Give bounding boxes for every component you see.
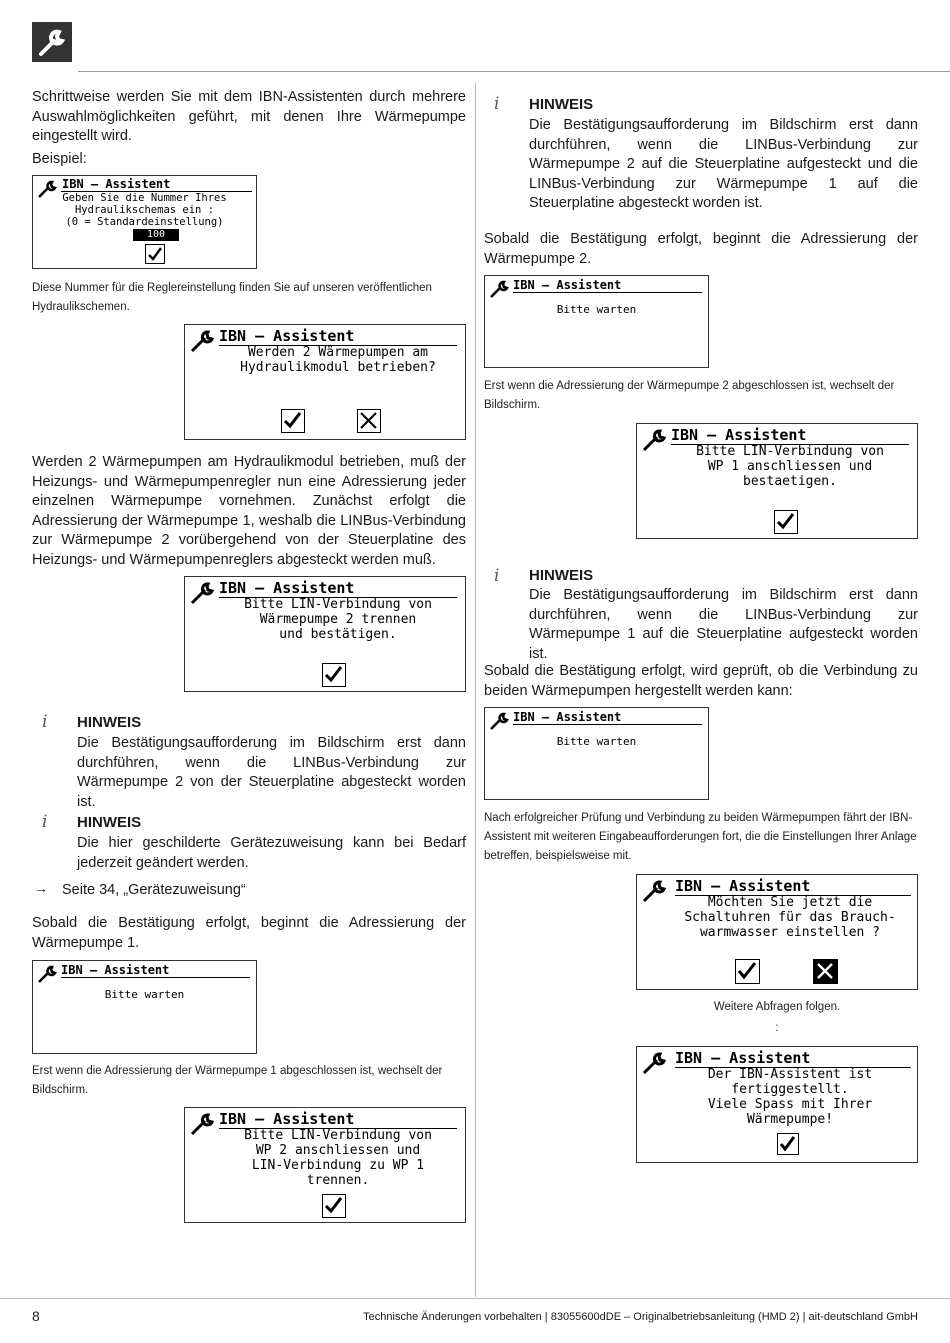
wrench-icon xyxy=(188,328,218,358)
checkmark-icon xyxy=(145,244,165,264)
arrow-right-icon: → xyxy=(34,880,48,896)
note-title: HINWEIS xyxy=(529,567,594,584)
lcd-title: IBN – Assistent xyxy=(61,963,170,977)
caption-wait-wp1: Erst wenn die Adressierung der Wärmepumpe 1 abgeschlossen ist, wechselt der Bildschirm. xyxy=(32,1065,443,1096)
footer-rule xyxy=(0,1298,950,1299)
intro-paragraph: Schrittweise werden Sie mit dem IBN-Assistenten durch mehrere Auswahlmöglichkeiten geführt, mit denen Ihre Wärmepumpe eingestellt wird. xyxy=(32,89,466,144)
wrench-icon xyxy=(188,580,218,610)
wrench-icon xyxy=(36,964,60,988)
paragraph-check-connection: Sobald die Bestätigung erfolgt, wird geprüft, ob die Verbindung zu beiden Wärmepumpen hergestellt werden kann: xyxy=(484,663,918,699)
note-text: Die hier geschilderte Gerätezuweisung kann bei Bedarf jederzeit geändert werden. xyxy=(77,835,466,871)
paragraph-addressing: Werden 2 Wärmepumpen am Hydraulikmodul betrieben, muß der Heizungs- und Wärmepumpenregler nun eine Adressierung jeder einzelnen Wärmepumpe vornehmen. Zunächst erfolgt die Adressierung der Wärmepumpe 1, weshalb die LINBus-Verbindung zur Wärmepumpe 2 vorübergehend von der Steuerplatine des Heizungs- und Wärmepumpenreglers abgesteckt werden muß. xyxy=(32,454,466,568)
confirm-checkbox[interactable] xyxy=(281,409,305,433)
lcd-title: IBN – Assistent xyxy=(219,579,355,597)
wrench-icon xyxy=(640,427,670,457)
lcd-body: Bitte warten xyxy=(556,303,637,316)
info-icon: i xyxy=(494,566,500,586)
lcd-value-field: 100 xyxy=(133,229,179,241)
confirm-checkbox[interactable] xyxy=(777,1133,799,1155)
lcd-title: IBN – Assistent xyxy=(219,327,355,345)
note-title: HINWEIS xyxy=(77,814,142,831)
lcd-title: IBN – Assistent xyxy=(219,1110,355,1128)
lcd-screen-wait-wp2 xyxy=(484,275,709,368)
confirm-checkbox[interactable] xyxy=(774,510,798,534)
example-label: Beispiel: xyxy=(32,151,87,167)
lcd-title: IBN – Assistent xyxy=(62,177,171,191)
caption-wait-wp2: Erst wenn die Adressierung der Wärmepumpe 2 abgeschlossen ist, wechselt der Bildschirm. xyxy=(484,380,895,411)
lcd-body: Bitte LIN-Verbindung von WP 1 anschliessen und bestaetigen. xyxy=(696,444,884,489)
info-icon: i xyxy=(494,94,500,114)
lcd-screen-connect-wp1 xyxy=(636,423,918,539)
lcd-screen-finished xyxy=(636,1046,918,1163)
lcd-body: Bitte LIN-Verbindung von Wärmepumpe 2 trennen und bestätigen. xyxy=(244,597,432,642)
info-icon: i xyxy=(42,812,48,832)
lcd-screen-timers xyxy=(636,874,918,990)
lcd-body: Werden 2 Wärmepumpen am Hydraulikmodul betrieben? xyxy=(240,345,436,375)
lcd-screen-wait-check xyxy=(484,707,709,800)
paragraph-addressing-wp1: Sobald die Bestätigung erfolgt, beginnt die Adressierung der Wärmepumpe 1. xyxy=(32,915,466,951)
cancel-checkbox[interactable] xyxy=(813,959,838,984)
confirm-checkbox[interactable] xyxy=(322,1194,346,1218)
note-title: HINWEIS xyxy=(77,714,142,731)
caption-further-prompts: Nach erfolgreicher Prüfung und Verbindung zu beiden Wärmepumpen fährt der IBN-Assistent mit weiteren Eingabeaufforderungen fort, die die Einstellungen Ihrer Anlage betreffen, beispielsweise mit. xyxy=(484,812,917,862)
header-rule xyxy=(78,71,950,72)
wrench-icon xyxy=(188,1111,218,1141)
lcd-title: IBN – Assistent xyxy=(513,710,622,724)
confirm-checkbox[interactable] xyxy=(735,959,760,984)
lcd-screen-two-heatpumps xyxy=(184,324,466,440)
lcd-title: IBN – Assistent xyxy=(513,278,622,292)
lcd-title: IBN – Assistent xyxy=(675,877,811,895)
lcd-body: Geben Sie die Nummer Ihres Hydraulikschemas ein : (0 = Standardeinstellung) xyxy=(62,192,227,228)
lcd-title: IBN – Assistent xyxy=(671,426,807,444)
lcd-body: Möchten Sie jetzt die Schaltuhren für das Brauch- warmwasser einstellen ? xyxy=(684,895,896,940)
lcd-screen-disconnect-wp2 xyxy=(184,576,466,692)
cancel-checkbox[interactable] xyxy=(357,409,381,433)
note-text: Die Bestätigungsaufforderung im Bildschirm erst dann durchführen, wenn die LINBus-Verbindung zur Wärmepumpe 2 auf die Steuerplatine aufgesteckt und die LINBus-Verbindung zur Wärmepumpe 1 auf die Steuerplatine abgesteckt worden ist. xyxy=(529,117,918,211)
lcd-screen-hydraulic-number xyxy=(32,175,257,269)
page-reference-link[interactable]: Seite 34, „Gerätezuweisung“ xyxy=(62,882,246,898)
wrench-icon xyxy=(640,1050,670,1080)
page-number: 8 xyxy=(32,1308,40,1324)
wrench-icon xyxy=(640,878,670,908)
lcd-body: Der IBN-Assistent ist fertiggestellt. Viele Spass mit Ihrer Wärmepumpe! xyxy=(707,1067,873,1127)
note-text: Die Bestätigungsaufforderung im Bildschirm erst dann durchführen, wenn die LINBus-Verbindung zur Wärmepumpe 2 von der Steuerplatine abgesteckt worden ist. xyxy=(77,735,466,810)
caption-hydraulic: Diese Nummer für die Reglereinstellung finden Sie auf unseren veröffentlichen Hydraulikschemen. xyxy=(32,282,432,313)
wrench-icon xyxy=(488,279,512,303)
lcd-body: Bitte warten xyxy=(104,988,185,1001)
lcd-body: Bitte LIN-Verbindung von WP 2 anschliessen und LIN-Verbindung zu WP 1 trennen. xyxy=(244,1128,432,1188)
lcd-title: IBN – Assistent xyxy=(675,1049,811,1067)
info-icon: i xyxy=(42,712,48,732)
lcd-screen-connect-wp2 xyxy=(184,1107,466,1223)
footer-text: Technische Änderungen vorbehalten | 83055600dDE – Originalbetriebsanleitung (HMD 2) | ait-deutschland GmbH xyxy=(363,1311,918,1323)
lcd-body: Bitte warten xyxy=(556,735,637,748)
note-title: HINWEIS xyxy=(529,96,594,113)
wrench-icon xyxy=(32,22,72,62)
note-text: Die Bestätigungsaufforderung im Bildschirm erst dann durchführen, wenn die LINBus-Verbindung zur Wärmepumpe 1 auf die Steuerplatine aufgesteckt worden ist. xyxy=(529,587,918,662)
wrench-icon xyxy=(488,711,512,735)
paragraph-addressing-wp2: Sobald die Bestätigung erfolgt, beginnt die Adressierung der Wärmepumpe 2. xyxy=(484,231,918,267)
column-divider xyxy=(475,82,476,1297)
continuation-dots: : xyxy=(775,1022,779,1034)
confirm-checkbox[interactable] xyxy=(322,663,346,687)
caption-more-queries: Weitere Abfragen folgen. xyxy=(713,1001,841,1013)
lcd-screen-wait-wp1 xyxy=(32,960,257,1054)
